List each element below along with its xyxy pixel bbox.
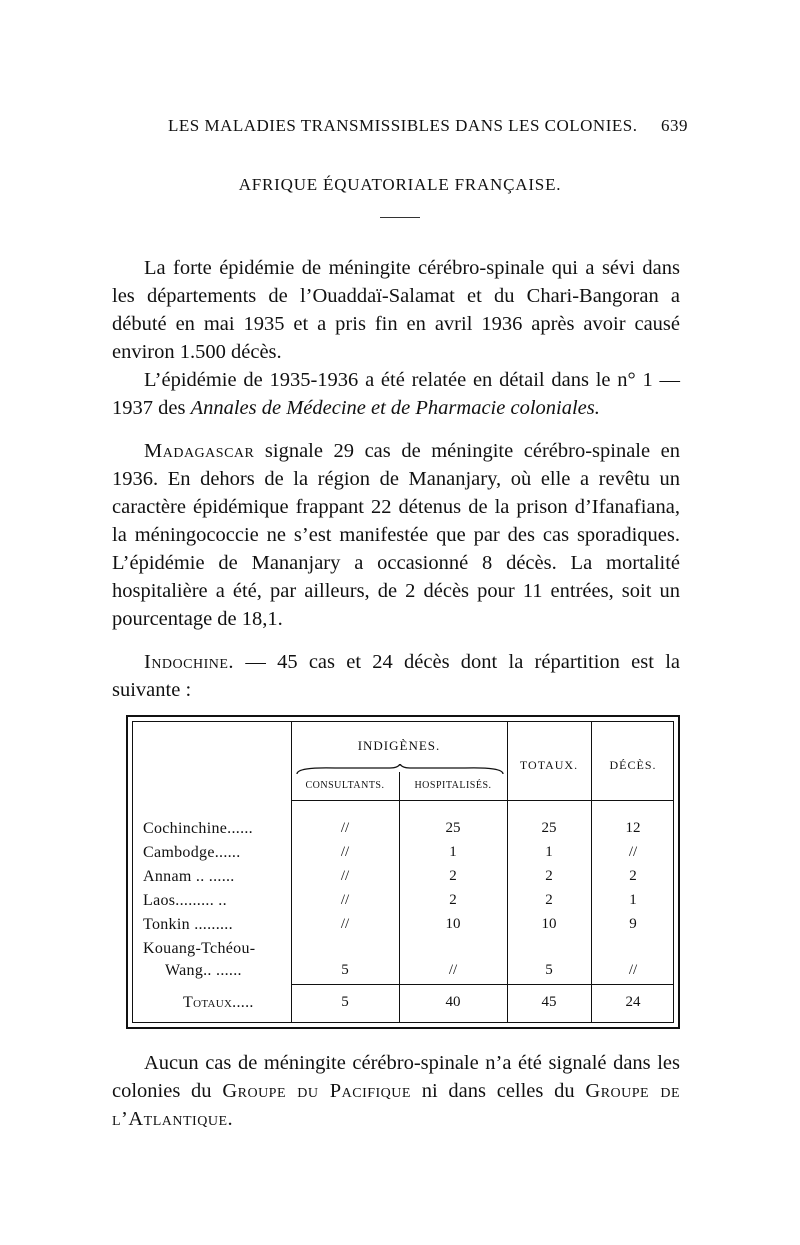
header-deces: DÉCÈS. [609, 758, 657, 772]
madagascar-lead: Madagascar [144, 440, 255, 462]
total-hospitalises: 40 [445, 994, 461, 1010]
cell-hospitalises: 1 [449, 844, 457, 860]
cell-deces: 2 [629, 868, 637, 884]
row-label: Cambodge...... [143, 844, 241, 861]
cell-totaux: 2 [545, 868, 553, 884]
total-label: Totaux..... [183, 994, 254, 1011]
indochine-text: — 45 cas et 24 décès dont la répartition est la suivante : [112, 651, 680, 701]
cell-hospitalises: 2 [449, 868, 457, 884]
section-title: AFRIQUE ÉQUATORIALE FRANÇAISE. [238, 175, 562, 194]
paragraph-annales [112, 366, 680, 422]
running-title: LES MALADIES TRANSMISSIBLES DANS LES COLONIES. [168, 116, 638, 135]
row-label: Tonkin ......... [143, 916, 233, 933]
cell-hospitalises: 25 [445, 820, 461, 836]
total-deces: 24 [625, 994, 641, 1010]
indochine-table [126, 715, 680, 1029]
pacifique-text-mid: ni dans celles du [410, 1080, 586, 1102]
table-inner-frame [132, 721, 674, 1023]
header-indigenes: INDIGÈNES. [357, 738, 441, 753]
paragraph-pacifique [112, 1049, 680, 1133]
cell-totaux: 1 [545, 844, 553, 860]
running-head [168, 116, 688, 136]
cell-totaux: 2 [545, 892, 553, 908]
pacifique-text-start: Aucun cas de méningite cérébro-spinale n’a été signalé dans les colonies du [112, 1052, 680, 1102]
cell-deces: // [628, 962, 638, 978]
paragraph-indochine [112, 648, 680, 704]
paragraph-annales-text: L’épidémie de 1935-1936 a été relatée en détail dans le n° 1 — 1937 des [112, 369, 680, 419]
cell-consultants: // [340, 892, 350, 908]
row-label-continued: Wang.. ...... [165, 962, 242, 979]
total-consultants: 5 [341, 994, 349, 1010]
cell-consultants: // [340, 868, 350, 884]
cell-deces: 12 [625, 820, 641, 836]
header-consultants: CONSULTANTS. [305, 780, 385, 791]
cell-deces: 1 [629, 892, 637, 908]
cell-totaux: 25 [541, 820, 557, 836]
header-hospitalises: HOSPITALISÉS. [414, 780, 492, 791]
cell-totaux: 10 [541, 916, 557, 932]
pacifique-text-end: . [227, 1108, 233, 1130]
brace-icon [295, 764, 505, 776]
paragraph-madagascar [112, 437, 680, 633]
total-rule [291, 984, 673, 985]
row-label: Cochinchine...... [143, 820, 253, 837]
cell-hospitalises: 10 [445, 916, 461, 932]
total-totaux: 45 [541, 994, 557, 1010]
cell-deces: // [628, 844, 638, 860]
groupe-pacifique: Groupe du Pacifique [222, 1080, 411, 1102]
indochine-lead: Indochine. [144, 651, 235, 673]
cell-consultants: // [340, 820, 350, 836]
cell-consultants: // [340, 844, 350, 860]
cell-hospitalises: 2 [449, 892, 457, 908]
groupe-atlantique: Groupe de l’Atlantique [112, 1080, 680, 1130]
title-rule [380, 217, 420, 218]
paragraph-ouaddai: La forte épidémie de méningite cérébro-spinale qui a sévi dans les départements de l’Ouaddaï-Salamat et du Chari-Bangoran a débuté en mai 1935 et a pris fin en avril 1936 après avoir causé environ 1.500 décès. [112, 257, 680, 363]
row-label: Annam .. ...... [143, 868, 235, 885]
cell-hospitalises: // [448, 962, 458, 978]
header-totaux: TOTAUX. [519, 758, 579, 772]
journal-title: Annales de Médecine et de Pharmacie coloniales. [190, 397, 600, 419]
madagascar-text: signale 29 cas de méningite cérébro-spinale en 1936. En dehors de la région de Mananjary, où elle a revêtu un caractère épidémique frappant 22 détenus de la prison d’Ifanafiana, la méningococcie ne s’est manifestée que par des cas sporadiques. L’épidémie de Mananjary a occasionné 8 décès. La mortalité hospitalière a été, par ailleurs, de 2 décès pour 11 entrées, soit un pourcentage de 18,1. [112, 440, 680, 630]
cell-consultants: 5 [341, 962, 349, 978]
cell-consultants: // [340, 916, 350, 932]
cell-deces: 9 [629, 916, 637, 932]
cell-totaux: 5 [545, 962, 553, 978]
row-label: Laos......... .. [143, 892, 227, 909]
page-number: 639 [661, 116, 688, 135]
header-rule [291, 800, 673, 801]
row-label: Kouang-Tchéou- [143, 940, 256, 957]
